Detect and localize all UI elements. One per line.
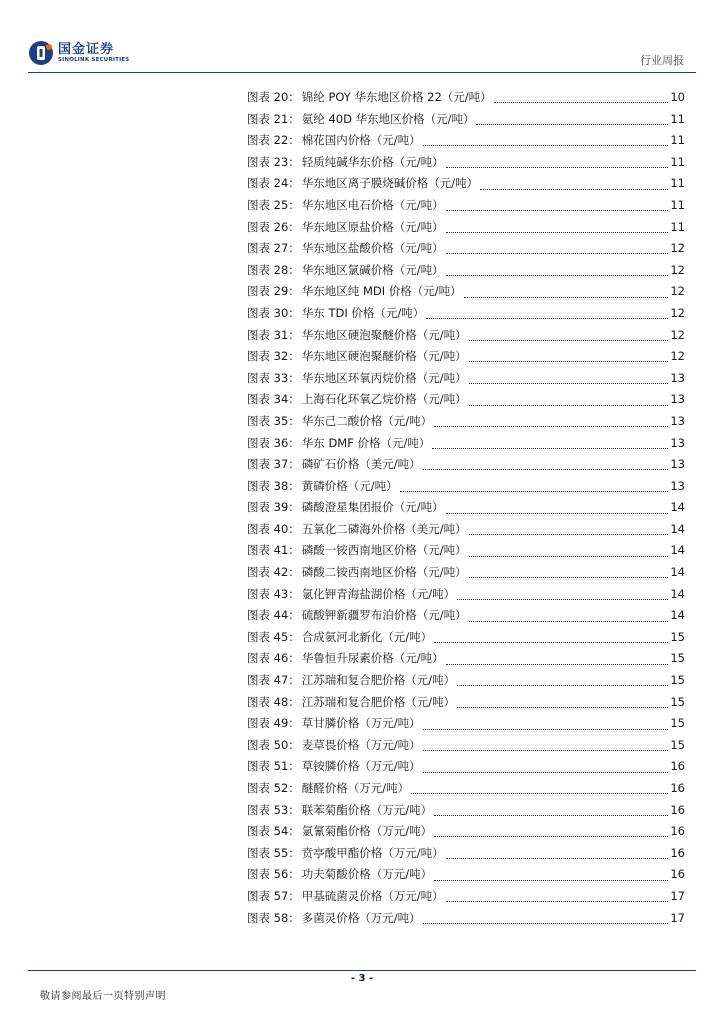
figure-number: 图表 27： xyxy=(247,241,300,256)
toc-entry[interactable] xyxy=(247,173,685,195)
figure-title: 华鲁恒升尿素价格（元/吨） xyxy=(301,651,444,666)
figure-number: 图表 43： xyxy=(247,586,300,601)
figure-number: 图表 34： xyxy=(247,392,300,407)
page-ref: 14 xyxy=(670,543,685,558)
figure-title: 氨纶 40D 华东地区价格（元/吨） xyxy=(301,111,475,126)
figure-number: 图表 28： xyxy=(247,262,300,277)
toc-entry[interactable] xyxy=(247,130,685,152)
page-ref: 16 xyxy=(670,802,685,817)
figure-number: 图表 39： xyxy=(247,500,300,515)
toc-entry[interactable] xyxy=(247,908,685,930)
toc-entry[interactable] xyxy=(247,195,685,217)
figure-number: 图表 24： xyxy=(247,176,300,191)
figure-title: 华东地区盐酸价格（元/吨） xyxy=(301,241,444,256)
toc-entry[interactable] xyxy=(247,843,685,865)
footer-divider xyxy=(28,970,696,971)
report-type-label: 行业周报 xyxy=(640,54,684,67)
figure-number: 图表 46： xyxy=(247,651,300,666)
header-divider xyxy=(28,72,696,73)
page-ref: 11 xyxy=(670,197,685,212)
figure-title: 氯化钾青海盐湖价格（元/吨） xyxy=(301,586,456,601)
figure-title: 甲基硫菌灵价格（万元/吨） xyxy=(301,888,444,903)
figure-number: 图表 21： xyxy=(247,111,300,126)
page-ref: 14 xyxy=(670,521,685,536)
leader-dots xyxy=(469,361,669,362)
page-ref: 15 xyxy=(670,716,685,731)
figure-number: 图表 22： xyxy=(247,133,300,148)
toc-entry[interactable] xyxy=(247,389,685,411)
figure-number: 图表 29： xyxy=(247,284,300,299)
leader-dots xyxy=(423,145,669,146)
toc-entry[interactable] xyxy=(247,454,685,476)
page-ref: 16 xyxy=(670,867,685,882)
figure-title: 华东地区原盐价格（元/吨） xyxy=(301,219,444,234)
page-ref: 13 xyxy=(670,435,685,450)
leader-dots xyxy=(423,923,669,924)
toc-entry[interactable] xyxy=(247,713,685,735)
toc-entry[interactable] xyxy=(247,540,685,562)
toc-entry[interactable] xyxy=(247,346,685,368)
figure-number: 图表 56： xyxy=(247,867,300,882)
leader-dots xyxy=(469,577,669,578)
figure-title: 华东 DMF 价格（元/吨） xyxy=(301,435,431,450)
page-ref: 14 xyxy=(670,586,685,601)
leader-dots xyxy=(434,836,668,837)
toc-entry[interactable] xyxy=(247,584,685,606)
leader-dots xyxy=(411,793,668,794)
leader-dots xyxy=(446,901,669,902)
page-ref: 11 xyxy=(670,219,685,234)
figure-number: 图表 49： xyxy=(247,716,300,731)
toc-entry[interactable] xyxy=(247,238,685,260)
figure-title: 华东地区纯 MDI 价格（元/吨） xyxy=(301,284,462,299)
leader-dots xyxy=(446,210,669,211)
figure-title: 江苏瑞和复合肥价格（元/吨） xyxy=(301,673,456,688)
figure-number: 图表 48： xyxy=(247,694,300,709)
toc-entry[interactable] xyxy=(247,476,685,498)
leader-dots xyxy=(446,253,669,254)
page-ref: 12 xyxy=(670,241,685,256)
figure-title: 草铵膦价格（万元/吨） xyxy=(301,759,421,774)
figure-number: 图表 42： xyxy=(247,565,300,580)
toc-entry[interactable] xyxy=(247,756,685,778)
figure-number: 图表 20： xyxy=(247,90,300,104)
disclaimer-text: 敬请参阅最后一页特别声明 xyxy=(40,991,166,1002)
page-ref: 13 xyxy=(670,478,685,493)
page-ref: 11 xyxy=(670,111,685,126)
toc-entry[interactable] xyxy=(247,325,685,347)
page-ref: 15 xyxy=(670,737,685,752)
leader-dots xyxy=(423,469,669,470)
toc-entry[interactable] xyxy=(247,497,685,519)
toc-entry[interactable] xyxy=(247,670,685,692)
page-ref: 12 xyxy=(670,284,685,299)
page-ref: 16 xyxy=(670,781,685,795)
page-ref: 10 xyxy=(670,90,685,104)
sinolink-logo-icon xyxy=(28,40,54,66)
leader-dots xyxy=(432,448,668,449)
leader-dots xyxy=(469,340,669,341)
figure-title: 麦草畏价格（万元/吨） xyxy=(301,737,421,752)
figure-number: 图表 51： xyxy=(247,759,300,774)
figure-title: 华东地区电石价格（元/吨） xyxy=(301,197,444,212)
leader-dots xyxy=(434,815,668,816)
figure-title: 多菌灵价格（万元/吨） xyxy=(301,910,421,925)
page-ref: 14 xyxy=(670,608,685,623)
page-ref: 15 xyxy=(670,629,685,644)
figure-title: 锦纶 POY 华东地区价格 22（元/吨） xyxy=(301,90,492,104)
figure-title: 联苯菊酯价格（万元/吨） xyxy=(301,802,433,817)
figure-number: 图表 47： xyxy=(247,673,300,688)
leader-dots xyxy=(469,534,669,535)
figure-number: 图表 23： xyxy=(247,154,300,169)
figure-number: 图表 54： xyxy=(247,824,300,839)
figure-title: 华东 TDI 价格（元/吨） xyxy=(301,305,425,320)
figure-number: 图表 26： xyxy=(247,219,300,234)
logo-chinese-name: 国金证券 xyxy=(58,41,115,57)
figure-title: 草甘膦价格（万元/吨） xyxy=(301,716,421,731)
figure-number: 图表 55： xyxy=(247,845,300,860)
figure-number: 图表 57： xyxy=(247,888,300,903)
figure-number: 图表 44： xyxy=(247,608,300,623)
page-ref: 15 xyxy=(670,673,685,688)
leader-dots xyxy=(464,297,669,298)
figure-number: 图表 25： xyxy=(247,197,300,212)
leader-dots xyxy=(446,664,669,665)
toc-entry[interactable] xyxy=(247,109,685,131)
toc-entry[interactable] xyxy=(247,800,685,822)
figure-number: 图表 41： xyxy=(247,543,300,558)
figure-title: 华东己二酸价格（元/吨） xyxy=(301,413,433,428)
logo-english-name: SINOLINK SECURITIES xyxy=(58,56,130,63)
page-ref: 13 xyxy=(670,457,685,472)
figure-title: 华东地区氯碱价格（元/吨） xyxy=(301,262,444,277)
figure-number: 图表 50： xyxy=(247,737,300,752)
leader-dots xyxy=(446,167,669,168)
figure-title: 硫酸钾新疆罗布泊价格（元/吨） xyxy=(301,608,467,623)
figure-number: 图表 30： xyxy=(247,305,300,320)
page-ref: 11 xyxy=(670,154,685,169)
toc-entry[interactable] xyxy=(247,735,685,757)
leader-dots xyxy=(494,102,669,103)
toc-entry[interactable] xyxy=(247,433,685,455)
figure-number: 图表 58： xyxy=(247,910,300,925)
leader-dots xyxy=(434,426,668,427)
figure-number: 图表 45： xyxy=(247,629,300,644)
leader-dots xyxy=(434,880,668,881)
leader-dots xyxy=(423,772,669,773)
figure-title: 醚醛价格（万元/吨） xyxy=(301,781,410,795)
toc-entry[interactable] xyxy=(247,864,685,886)
figure-title: 氯氰菊酯价格（万元/吨） xyxy=(301,824,433,839)
toc-entry[interactable] xyxy=(247,217,685,239)
figure-title: 华东地区硬泡聚醚价格（元/吨） xyxy=(301,327,467,342)
figure-title: 轻质纯碱华东价格（元/吨） xyxy=(301,154,444,169)
leader-dots xyxy=(469,556,669,557)
page-ref: 14 xyxy=(670,565,685,580)
figure-number: 图表 37： xyxy=(247,457,300,472)
toc-entry[interactable] xyxy=(247,778,685,800)
page-number: - 3 - xyxy=(350,973,374,984)
leader-dots xyxy=(423,729,669,730)
leader-dots xyxy=(434,642,668,643)
figure-title: 磷酸一铵西南地区价格（元/吨） xyxy=(301,543,467,558)
figure-title: 上海石化环氧乙烷价格（元/吨） xyxy=(301,392,467,407)
page-ref: 12 xyxy=(670,327,685,342)
leader-dots xyxy=(446,275,669,276)
figure-title: 磷酸二铵西南地区价格（元/吨） xyxy=(301,565,467,580)
figure-title: 磷酸澄星集团报价（元/吨） xyxy=(301,500,444,515)
toc-entry[interactable] xyxy=(247,605,685,627)
page-ref: 17 xyxy=(670,888,685,903)
leader-dots xyxy=(400,491,669,492)
toc-entry[interactable] xyxy=(247,87,685,109)
toc-entry[interactable] xyxy=(247,152,685,174)
leader-dots xyxy=(446,858,669,859)
page-ref: 15 xyxy=(670,694,685,709)
table-of-figures xyxy=(247,87,685,929)
leader-dots xyxy=(426,318,668,319)
page-header xyxy=(0,0,724,80)
leader-dots xyxy=(469,405,669,406)
toc-entry[interactable] xyxy=(247,562,685,584)
figure-number: 图表 32： xyxy=(247,349,300,364)
toc-entry[interactable] xyxy=(247,260,685,282)
figure-title: 黄磷价格（元/吨） xyxy=(301,478,398,493)
page-ref: 17 xyxy=(670,910,685,925)
toc-entry[interactable] xyxy=(247,648,685,670)
leader-dots xyxy=(457,707,668,708)
figure-number: 图表 38： xyxy=(247,478,300,493)
figure-title: 华东地区离子膜烧碱价格（元/吨） xyxy=(301,176,479,191)
figure-number: 图表 31： xyxy=(247,327,300,342)
figure-title: 功夫菊酸价格（万元/吨） xyxy=(301,867,433,882)
page-ref: 13 xyxy=(670,413,685,428)
page-ref: 12 xyxy=(670,349,685,364)
figure-title: 五氧化二磷海外价格（美元/吨） xyxy=(301,521,467,536)
page-ref: 11 xyxy=(670,133,685,148)
figure-number: 图表 52： xyxy=(247,781,300,795)
figure-title: 合成氨河北新化（元/吨） xyxy=(301,629,433,644)
page-ref: 16 xyxy=(670,845,685,860)
toc-entry[interactable] xyxy=(247,821,685,843)
figure-number: 图表 33： xyxy=(247,370,300,385)
figure-number: 图表 40： xyxy=(247,521,300,536)
page-ref: 16 xyxy=(670,759,685,774)
figure-title: 华东地区环氧丙烷价格（元/吨） xyxy=(301,370,467,385)
toc-entry[interactable] xyxy=(247,886,685,908)
figure-title: 华东地区硬泡聚醚价格（元/吨） xyxy=(301,349,467,364)
figure-number: 图表 35： xyxy=(247,413,300,428)
leader-dots xyxy=(423,750,669,751)
figure-title: 贲亭酸甲酯价格（万元/吨） xyxy=(301,845,444,860)
leader-dots xyxy=(469,383,669,384)
leader-dots xyxy=(469,621,669,622)
page-ref: 15 xyxy=(670,651,685,666)
toc-entry[interactable] xyxy=(247,411,685,433)
figure-number: 图表 36： xyxy=(247,435,300,450)
page-ref: 11 xyxy=(670,176,685,191)
toc-entry[interactable] xyxy=(247,281,685,303)
company-logo xyxy=(28,40,129,66)
toc-entry[interactable] xyxy=(247,692,685,714)
page-ref: 16 xyxy=(670,824,685,839)
page-ref: 13 xyxy=(670,392,685,407)
leader-dots xyxy=(446,232,669,233)
page-ref: 12 xyxy=(670,262,685,277)
toc-entry[interactable] xyxy=(247,519,685,541)
page-ref: 12 xyxy=(670,305,685,320)
page-ref: 14 xyxy=(670,500,685,515)
figure-title: 棉花国内价格（元/吨） xyxy=(301,133,421,148)
toc-entry[interactable] xyxy=(247,627,685,649)
figure-title: 江苏瑞和复合肥价格（元/吨） xyxy=(301,694,456,709)
leader-dots xyxy=(457,685,668,686)
toc-entry[interactable] xyxy=(247,368,685,390)
leader-dots xyxy=(457,599,668,600)
leader-dots xyxy=(446,513,669,514)
figure-number: 图表 53： xyxy=(247,802,300,817)
leader-dots xyxy=(476,124,668,125)
leader-dots xyxy=(480,189,668,190)
figure-title: 磷矿石价格（美元/吨） xyxy=(301,457,421,472)
page-ref: 13 xyxy=(670,370,685,385)
toc-entry[interactable] xyxy=(247,303,685,325)
